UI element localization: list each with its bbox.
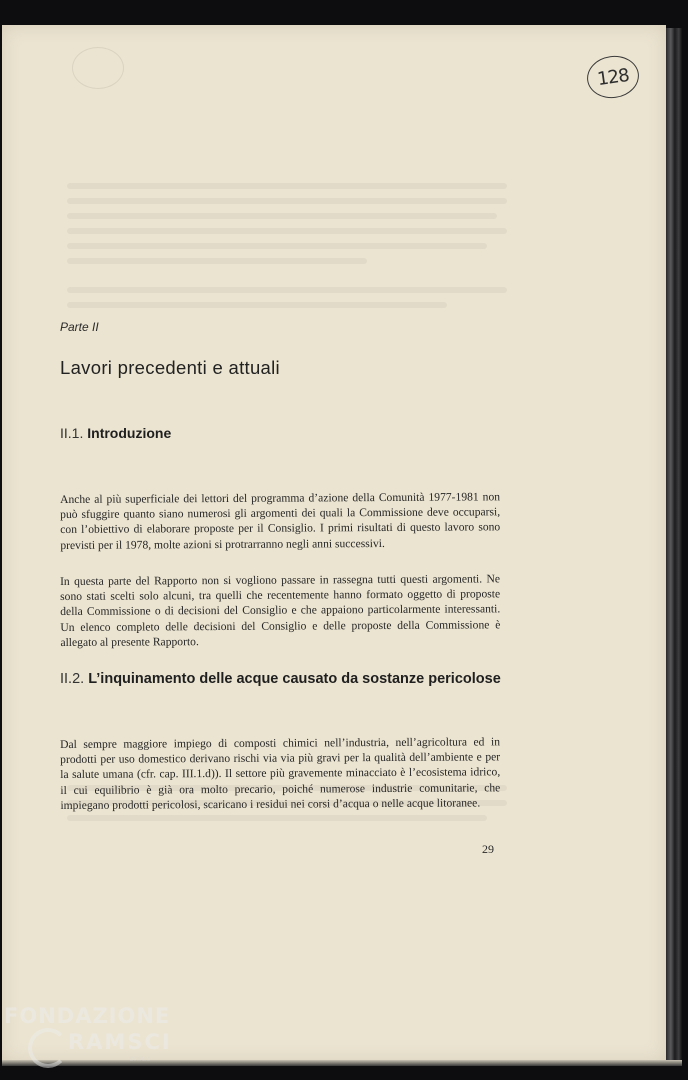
section-heading-introduzione: [60, 425, 171, 441]
chapter-title: Lavori precedenti e attuali: [60, 357, 280, 378]
faint-stamp-mark: [72, 47, 124, 89]
section-title: Introduzione: [87, 425, 172, 441]
paragraph-inquinamento-1: Dal sempre maggiore impiego di composti chimici nell’industria, nell’agricoltura ed in prodotti per uso domestico derivano rischi via via più gravi per la qualità dell’ambiente e per la salute umana (cfr. cap. III.1.d)). Il settore più gravemente minacciato è l’ecosistema idrico, il cui equilibrio è già ora molto precario, poiché numerose industrie comunitarie, che impiegano prodotti pericolosi, scaricano i residui nei corsi d’acqua o nelle acque litoranee.: [60, 735, 501, 812]
watermark-logo: [4, 1004, 174, 1076]
section-heading-inquinamento: [60, 671, 501, 687]
section-number: II.1.: [60, 425, 84, 441]
section-number: II.2.: [60, 671, 85, 687]
part-label: Parte II: [60, 320, 99, 334]
watermark-line1: FONDAZIONE: [4, 1004, 171, 1028]
document-page: [2, 25, 666, 1062]
paragraph-intro-2: In questa parte del Rapporto non si vogliono passare in rassegna tutti questi argomenti. Ne sono stati scelti solo alcuni, tra quelli che recentemente hanno formato oggetto di proposte della Commissione o di decisioni del Consiglio e che appaiono particolarmente interessanti. Un elenco completo delle decisioni del Consiglio e delle proposte della Commissione è allegato al presente Rapporto.: [60, 572, 501, 649]
page-number: 29: [482, 842, 494, 856]
binder-edge: [666, 28, 682, 1062]
paragraph-intro-1: Anche al più superficiale dei lettori del programma d’azione della Comunità 1977-1981 non può sfuggire quanto siano numerosi gli argomenti dei quali la Commissione deve occuparsi, con l’obiettivo di elaborare proposte per il Consiglio. I primi risultati di questo lavoro sono previsti per il 1978, molte azioni si protrarranno negli anni successivi.: [60, 490, 501, 552]
watermark-g-icon: [28, 1028, 68, 1068]
watermark-line2: RAMSCI: [68, 1030, 172, 1054]
section-title: L’inquinamento delle acque causato da sostanze pericolose: [88, 671, 501, 687]
watermark-sub: onlus: [129, 1054, 151, 1063]
handwritten-page-annotation: 128: [584, 53, 641, 102]
